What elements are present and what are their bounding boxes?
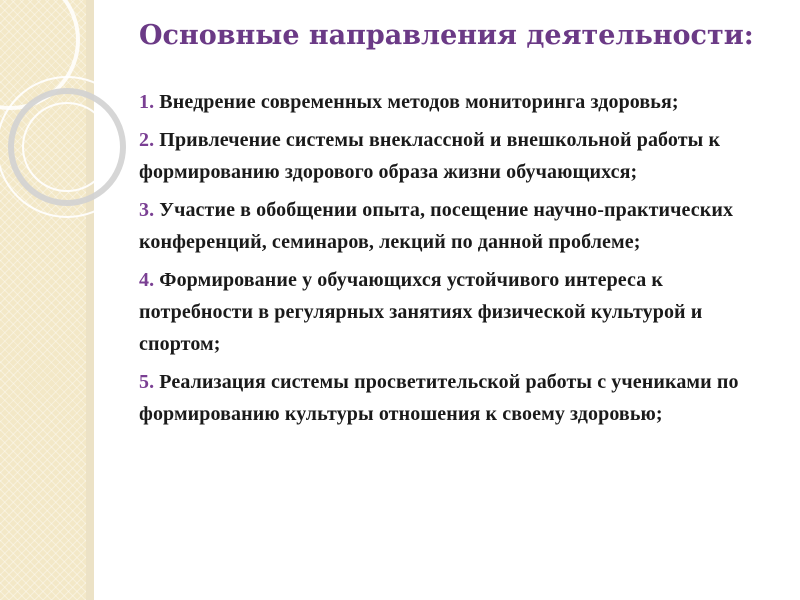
list-item: [139, 194, 779, 258]
list-item: [139, 86, 779, 118]
slide-title: Основные направления деятельности:: [139, 20, 754, 51]
list-item: [139, 366, 779, 430]
item-text: Реализация системы просветительской работы с учениками по формированию культуры отношения к своему здоровью;: [139, 371, 739, 425]
item-number: 3.: [139, 199, 155, 221]
item-number: 4.: [139, 269, 155, 291]
directions-list: [139, 86, 779, 436]
item-text: Внедрение современных методов мониторинга здоровья;: [154, 91, 679, 113]
decorative-ring-inner: [22, 102, 112, 192]
item-number: 2.: [139, 129, 155, 151]
list-item: [139, 264, 779, 360]
item-number: 5.: [139, 371, 155, 393]
item-number: 1.: [139, 91, 155, 113]
list-item: [139, 124, 779, 188]
item-text: Формирование у обучающихся устойчивого интереса к потребности в регулярных занятиях физической культурой и спортом;: [139, 269, 703, 355]
item-text: Участие в обобщении опыта, посещение научно-практических конференций, семинаров, лекций по данной проблеме;: [139, 199, 734, 253]
item-text: Привлечение системы внеклассной и внешкольной работы к формированию здорового образа жизни обучающихся;: [139, 129, 721, 183]
